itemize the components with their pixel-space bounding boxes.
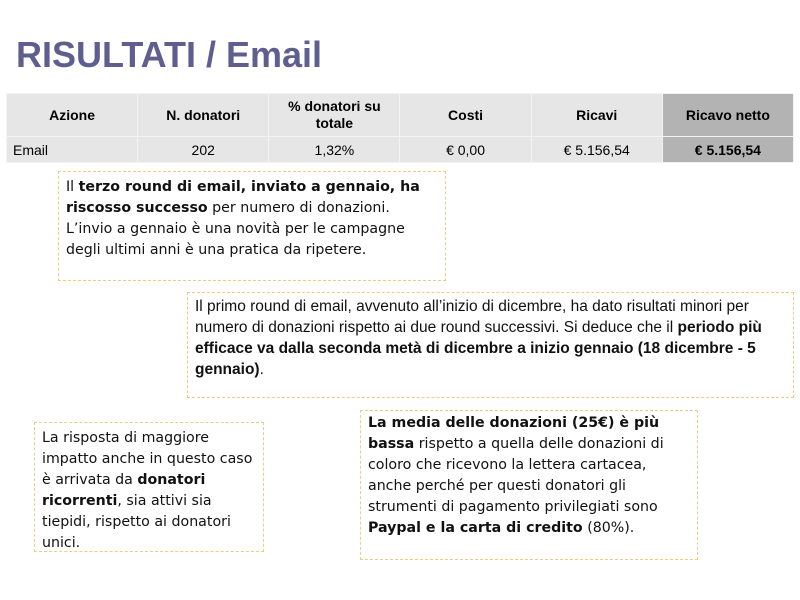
cell-ricavo-netto: € 5.156,54 <box>662 137 793 163</box>
note-text: , sia attivi sia tiepidi, rispetto ai donatori unici. <box>42 493 231 551</box>
note-text-bold: La media delle donazioni (25€) è più bassa <box>368 415 660 452</box>
note-text-bold: periodo più efficace va dalla seconda metà di dicembre a inizio gennaio (18 dicembre - 5 gennaio) <box>195 319 762 378</box>
cell-costi: € 0,00 <box>400 137 531 163</box>
note-donatori-ricorrenti <box>34 422 264 552</box>
note-text-bold: terzo round di email, inviato a gennaio, ha riscosso successo <box>66 179 420 216</box>
slide-title: RISULTATI / Email <box>16 34 323 75</box>
note-text-bold: donatori ricorrenti <box>42 472 206 509</box>
results-table <box>6 93 794 163</box>
note-text: per numero di donazioni. L’invio a gennaio è una novità per le campagne degli ultimi anni è una pratica da ripetere. <box>66 200 405 258</box>
note-primo-round <box>187 292 794 398</box>
cell-ricavi: € 5.156,54 <box>531 137 662 163</box>
note-text: La risposta di maggiore impatto anche in questo caso è arrivata da <box>42 430 253 488</box>
header-n-donatori: N. donatori <box>138 94 269 137</box>
note-text: (80%). <box>582 520 635 536</box>
header-azione: Azione <box>7 94 138 137</box>
table-row <box>7 137 794 163</box>
note-media-donazioni <box>360 410 698 560</box>
table-header-row <box>7 94 794 137</box>
cell-azione: Email <box>7 137 138 163</box>
note-terzo-round <box>58 171 446 281</box>
note-text: . <box>259 361 264 378</box>
cell-percent-donatori: 1,32% <box>269 137 400 163</box>
note-text: rispetto a quella delle donazioni di coloro che ricevono la lettera cartacea, anche perché per questi donatori gli strumenti di pagamento privilegiati sono <box>368 436 664 515</box>
note-text: Il primo round di email, avvenuto all’inizio di dicembre, ha dato risultati minori per numero di donazioni rispetto ai due round successivi. Si deduce che il <box>195 298 749 336</box>
note-text: Il <box>66 179 79 195</box>
note-text-bold: Paypal e la carta di credito <box>368 520 583 536</box>
header-costi: Costi <box>400 94 531 137</box>
header-ricavo-netto: Ricavo netto <box>662 94 793 137</box>
cell-n-donatori: 202 <box>138 137 269 163</box>
header-percent-donatori: % donatori su totale <box>269 94 400 137</box>
header-ricavi: Ricavi <box>531 94 662 137</box>
